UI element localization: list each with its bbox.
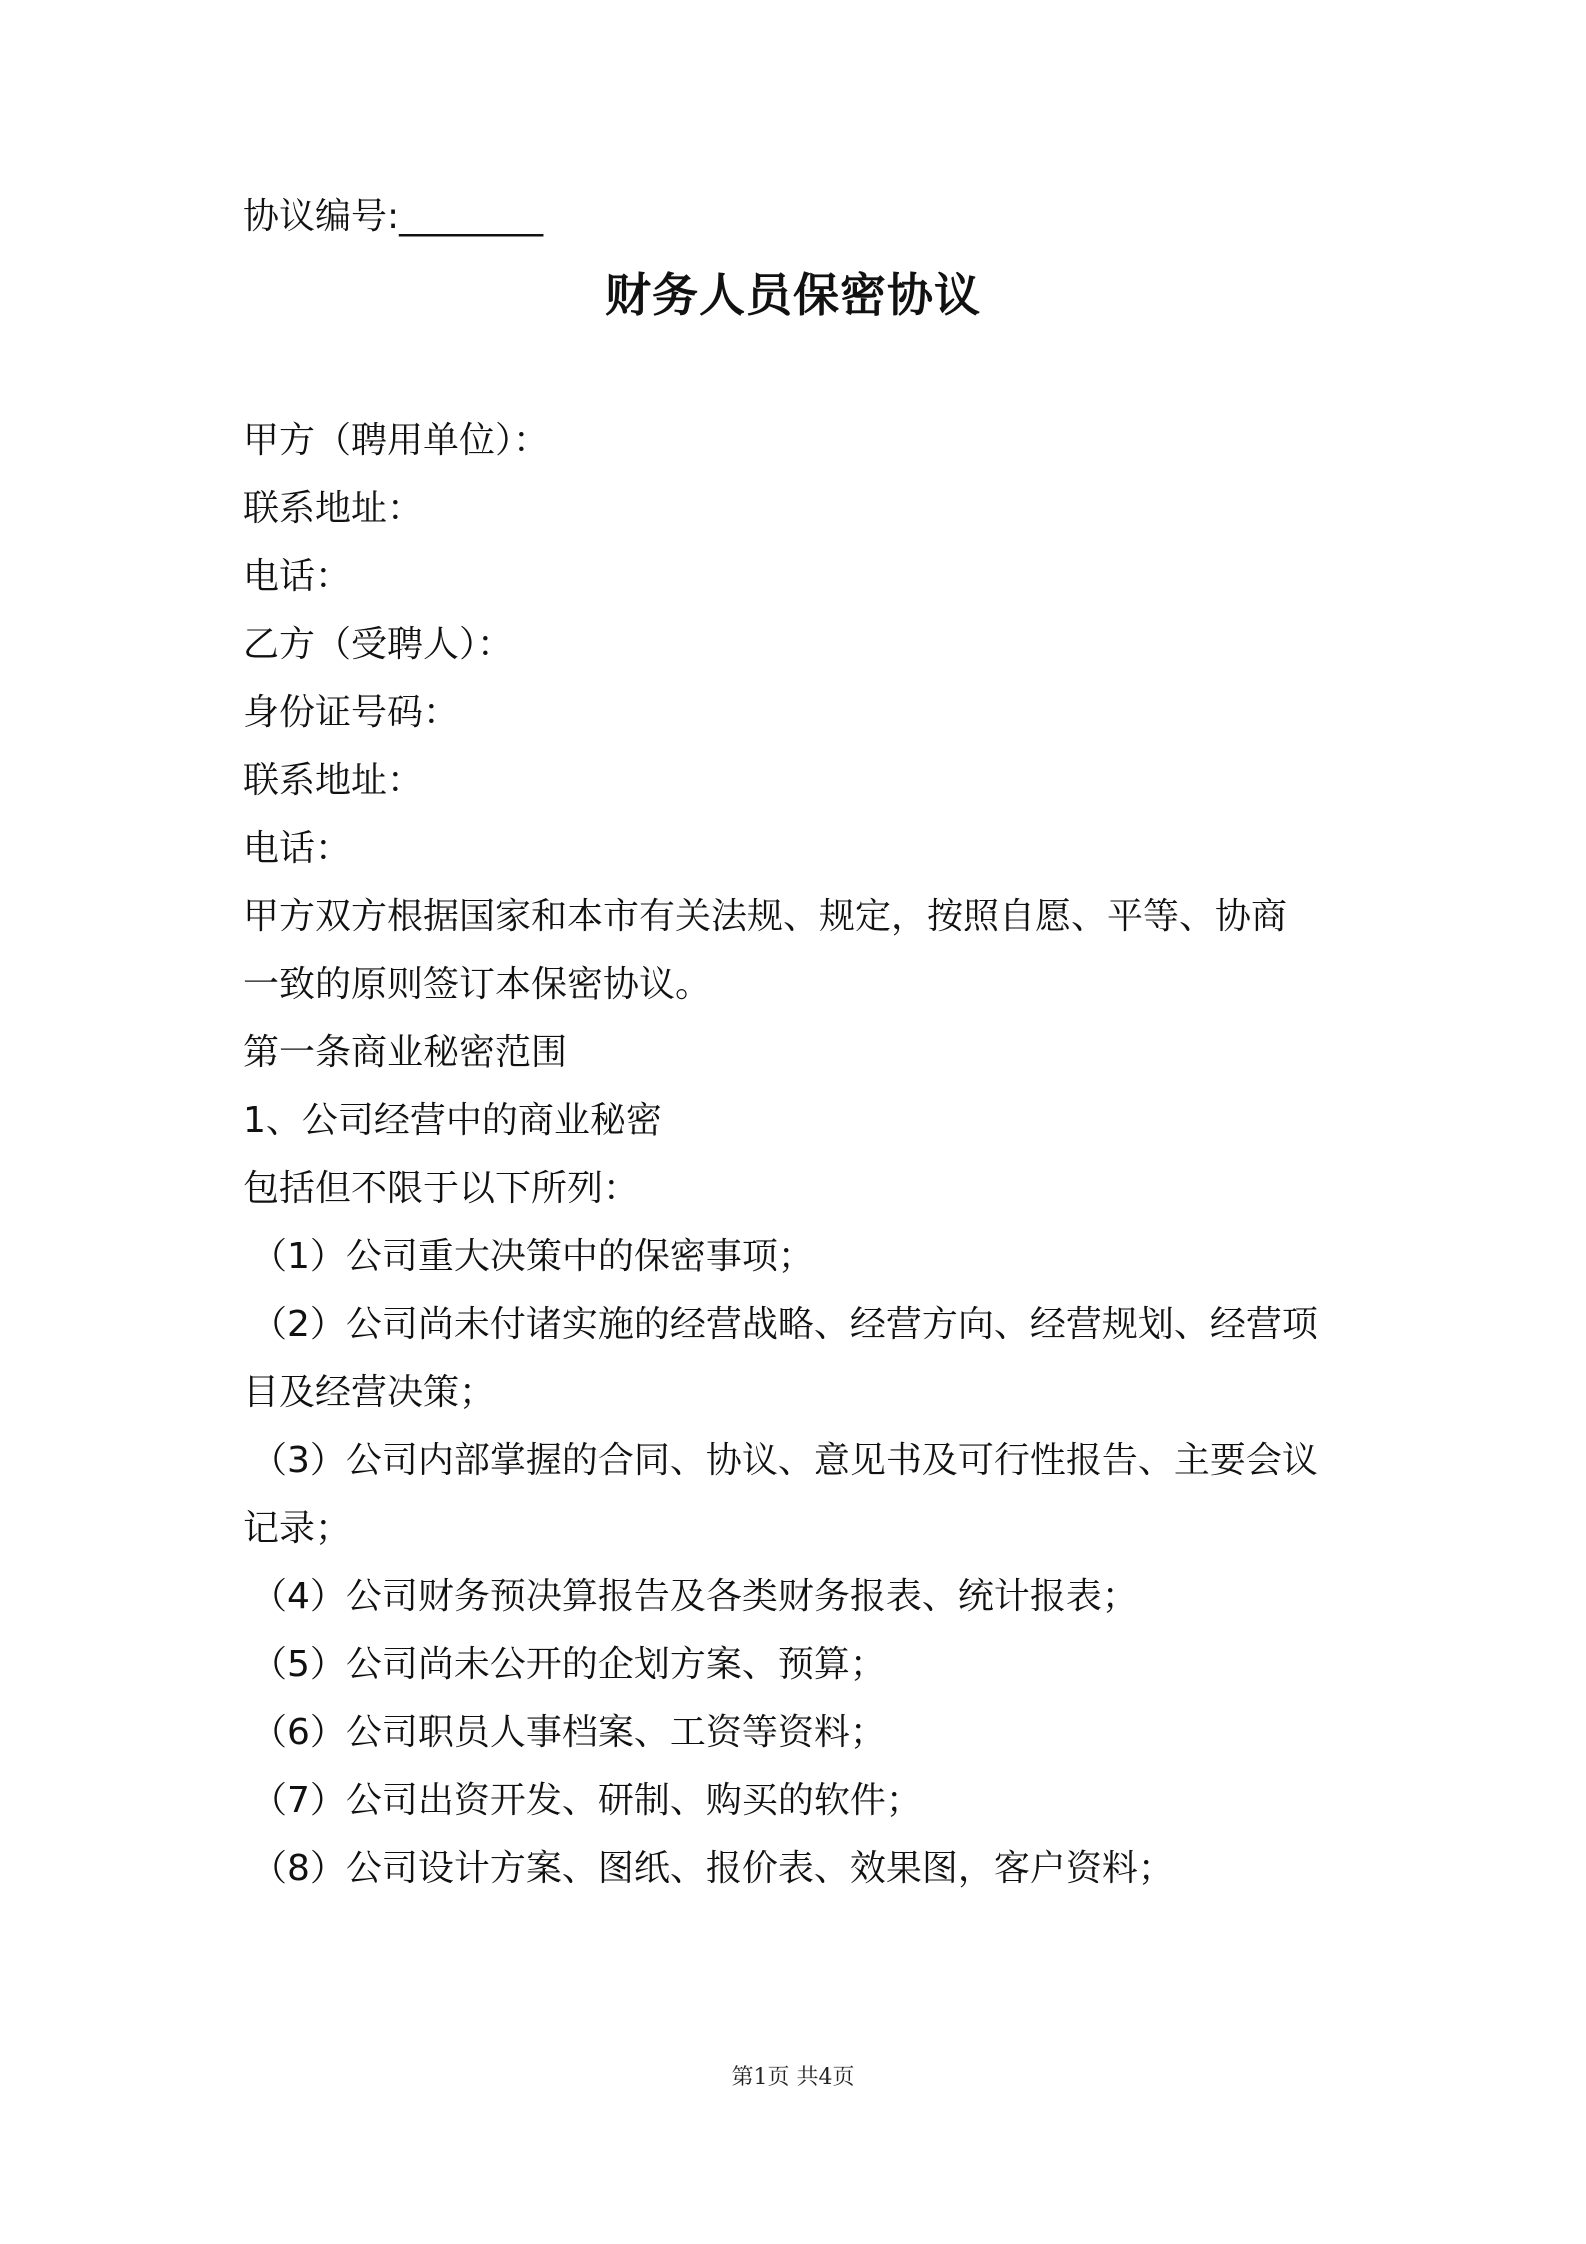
list-item-2: （2）公司尚未付诸实施的经营战略、经营方向、经营规划、经营项 [251,1304,1318,1345]
party-b-label: 乙方（受聘人）： [243,624,514,665]
party-b-id-label: 身份证号码： [243,692,460,733]
list-item-5: （5）公司尚未公开的企划方案、预算； [251,1644,886,1685]
list-item-3-continuation: 记录； [243,1508,352,1549]
document-body [243,407,1353,1903]
article-1-subheading: 1、公司经营中的商业秘密 [243,1100,662,1141]
list-item-2-continuation: 目及经营决策； [243,1372,496,1413]
list-item-3: （3）公司内部掌握的合同、协议、意见书及可行性报告、主要会议 [251,1440,1318,1481]
agreement-number: 协议编号:________ [243,196,544,237]
party-a-address-label: 联系地址： [243,488,424,529]
party-b-address-label: 联系地址： [243,760,424,801]
article-1-intro: 包括但不限于以下所列： [243,1168,640,1209]
preamble-line-1: 甲方双方根据国家和本市有关法规、规定，按照自愿、平等、协商 [243,896,1288,937]
document-title: 财务人员保密协议 [605,268,981,322]
party-a-label: 甲方（聘用单位）： [243,420,550,461]
list-item-7: （7）公司出资开发、研制、购买的软件； [251,1780,922,1821]
page-footer: 第1页 共4页 [731,2065,855,2090]
list-item-8: （8）公司设计方案、图纸、报价表、效果图，客户资料； [251,1848,1174,1889]
party-b-phone-label: 电话： [243,828,352,869]
list-item-4: （4）公司财务预决算报告及各类财务报表、统计报表； [251,1576,1138,1617]
article-1-heading: 第一条商业秘密范围 [243,1032,568,1073]
list-item-1: （1）公司重大决策中的保密事项； [251,1236,814,1277]
party-a-phone-label: 电话： [243,556,352,597]
list-item-6: （6）公司职员人事档案、工资等资料； [251,1712,886,1753]
preamble-line-2: 一致的原则签订本保密协议。 [243,964,712,1005]
